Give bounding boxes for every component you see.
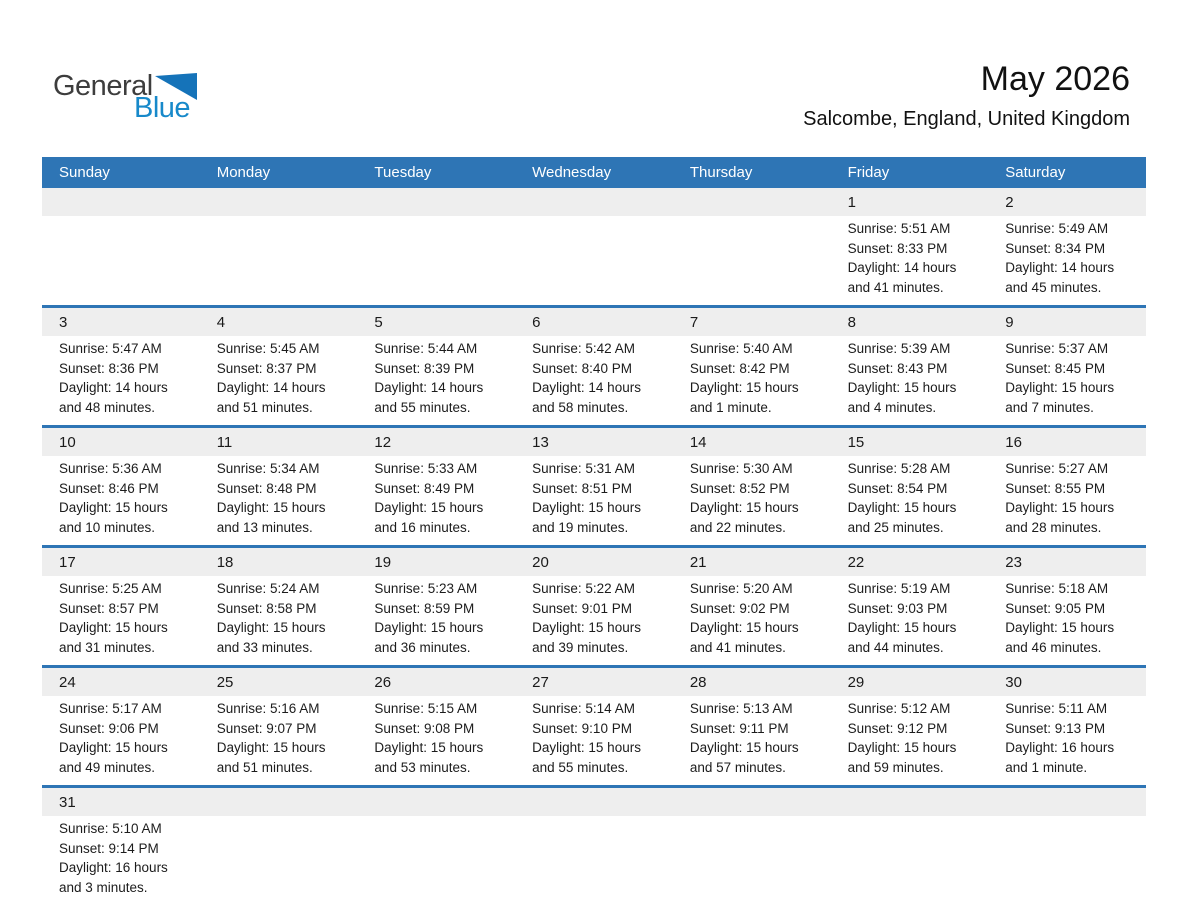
day-cell xyxy=(357,699,515,778)
day-number: 22 xyxy=(847,553,865,571)
daylight-text-line2: and 41 minutes. xyxy=(689,639,786,655)
daylight-text-line2: and 41 minutes. xyxy=(847,279,944,295)
daylight-text-line1: Daylight: 14 hours xyxy=(59,380,168,395)
day-number: 21 xyxy=(689,553,707,571)
daylight-text-line1: Daylight: 15 hours xyxy=(689,500,799,515)
day-cell xyxy=(673,579,831,658)
day-number-band xyxy=(42,188,1146,216)
day-number: 17 xyxy=(59,553,76,571)
day-cell xyxy=(831,339,989,418)
daylight-text-line1: Daylight: 14 hours xyxy=(216,380,326,395)
daylight-text-line2: and 36 minutes. xyxy=(374,639,471,655)
sunset-text: Sunset: 9:10 PM xyxy=(532,720,632,736)
sunrise-text: Sunrise: 5:19 AM xyxy=(847,581,951,596)
day-number: 26 xyxy=(374,673,392,691)
day-number: 7 xyxy=(689,313,699,331)
day-number-band xyxy=(42,548,1146,576)
daylight-text-line2: and 25 minutes. xyxy=(847,519,944,535)
day-cell xyxy=(831,459,989,538)
daylight-text-line1: Daylight: 14 hours xyxy=(532,380,641,395)
daylight-text-line2: and 51 minutes. xyxy=(216,399,313,415)
daylight-text-line2: and 46 minutes. xyxy=(1005,639,1102,655)
daylight-text-line1: Daylight: 16 hours xyxy=(1005,740,1115,755)
day-number-band xyxy=(42,428,1146,456)
daylight-text-line2: and 22 minutes. xyxy=(689,519,786,535)
daylight-text-line1: Daylight: 15 hours xyxy=(689,380,799,395)
weekday-header-row xyxy=(42,157,1146,188)
empty-day-cell xyxy=(200,219,358,298)
day-cell xyxy=(673,459,831,538)
sunset-text: Sunset: 8:39 PM xyxy=(374,360,475,376)
sunset-text: Sunset: 8:45 PM xyxy=(1005,360,1106,376)
sunrise-text: Sunrise: 5:37 AM xyxy=(1005,341,1109,356)
day-cell xyxy=(42,339,200,418)
daylight-text-line2: and 51 minutes. xyxy=(216,759,313,775)
sunrise-text: Sunrise: 5:31 AM xyxy=(532,461,635,476)
daylight-text-line2: and 49 minutes. xyxy=(59,759,156,775)
daylight-text-line2: and 33 minutes. xyxy=(216,639,313,655)
daylight-text-line2: and 1 minute. xyxy=(689,399,772,415)
empty-day-cell xyxy=(357,819,515,898)
sunset-text: Sunset: 8:49 PM xyxy=(374,480,475,496)
sunrise-text: Sunrise: 5:14 AM xyxy=(532,701,635,716)
empty-day-cell xyxy=(200,819,358,898)
sunset-text: Sunset: 9:14 PM xyxy=(59,840,159,856)
general-blue-logo xyxy=(53,72,197,123)
day-cell xyxy=(515,579,673,658)
day-details-row xyxy=(42,456,1146,545)
day-number: 29 xyxy=(847,673,865,691)
day-cell xyxy=(357,459,515,538)
day-number: 20 xyxy=(532,553,549,571)
daylight-text-line2: and 48 minutes. xyxy=(59,399,156,415)
day-cell xyxy=(200,339,358,418)
day-number: 3 xyxy=(59,313,68,331)
sunset-text: Sunset: 9:11 PM xyxy=(689,720,789,736)
day-number: 16 xyxy=(1005,433,1022,451)
sunset-text: Sunset: 9:13 PM xyxy=(1005,720,1106,736)
daylight-text-line2: and 55 minutes. xyxy=(374,399,471,415)
daylight-text-line2: and 1 minute. xyxy=(1005,759,1088,775)
page-subtitle: Salcombe, England, United Kingdom xyxy=(803,108,1130,130)
daylight-text-line2: and 53 minutes. xyxy=(374,759,471,775)
week-row xyxy=(42,785,1146,905)
daylight-text-line1: Daylight: 15 hours xyxy=(847,500,957,515)
sunset-text: Sunset: 8:40 PM xyxy=(532,360,632,376)
sunset-text: Sunset: 9:03 PM xyxy=(847,600,948,616)
daylight-text-line1: Daylight: 15 hours xyxy=(847,740,957,755)
day-number: 10 xyxy=(59,433,76,451)
sunset-text: Sunset: 8:43 PM xyxy=(847,360,948,376)
sunrise-text: Sunrise: 5:27 AM xyxy=(1005,461,1109,476)
day-number: 19 xyxy=(374,553,392,571)
sunset-text: Sunset: 8:58 PM xyxy=(216,600,317,616)
sunrise-text: Sunrise: 5:18 AM xyxy=(1005,581,1109,596)
sunrise-text: Sunrise: 5:24 AM xyxy=(216,581,320,596)
sunrise-text: Sunrise: 5:20 AM xyxy=(689,581,793,596)
sunset-text: Sunset: 8:46 PM xyxy=(59,480,159,496)
sunset-text: Sunset: 9:12 PM xyxy=(847,720,948,736)
sunset-text: Sunset: 8:55 PM xyxy=(1005,480,1106,496)
daylight-text-line1: Daylight: 14 hours xyxy=(847,260,957,275)
sunrise-text: Sunrise: 5:36 AM xyxy=(59,461,162,476)
day-number: 13 xyxy=(532,433,549,451)
daylight-text-line1: Daylight: 15 hours xyxy=(59,740,168,755)
sunrise-text: Sunrise: 5:23 AM xyxy=(374,581,478,596)
daylight-text-line2: and 19 minutes. xyxy=(532,519,629,535)
weekday-header-saturday: Saturday xyxy=(1005,164,1066,181)
week-row xyxy=(42,425,1146,545)
day-cell xyxy=(42,459,200,538)
day-number: 15 xyxy=(847,433,865,451)
sunrise-text: Sunrise: 5:34 AM xyxy=(216,461,320,476)
sunrise-text: Sunrise: 5:33 AM xyxy=(374,461,478,476)
daylight-text-line1: Daylight: 15 hours xyxy=(216,620,326,635)
daylight-text-line1: Daylight: 15 hours xyxy=(1005,620,1115,635)
day-cell xyxy=(357,339,515,418)
daylight-text-line1: Daylight: 14 hours xyxy=(1005,260,1115,275)
daylight-text-line2: and 13 minutes. xyxy=(216,519,313,535)
sunset-text: Sunset: 8:59 PM xyxy=(374,600,475,616)
day-details-row xyxy=(42,696,1146,785)
day-cell xyxy=(673,699,831,778)
sunset-text: Sunset: 8:51 PM xyxy=(532,480,632,496)
sunrise-text: Sunrise: 5:30 AM xyxy=(689,461,793,476)
daylight-text-line2: and 10 minutes. xyxy=(59,519,156,535)
day-cell xyxy=(831,699,989,778)
calendar xyxy=(42,157,1146,905)
empty-day-cell xyxy=(673,819,831,898)
sunset-text: Sunset: 8:36 PM xyxy=(59,360,159,376)
day-number: 25 xyxy=(216,673,234,691)
day-details-row xyxy=(42,816,1146,905)
sunrise-text: Sunrise: 5:25 AM xyxy=(59,581,162,596)
day-cell xyxy=(831,579,989,658)
day-cell xyxy=(515,699,673,778)
daylight-text-line1: Daylight: 15 hours xyxy=(1005,380,1115,395)
daylight-text-line1: Daylight: 15 hours xyxy=(1005,500,1115,515)
daylight-text-line2: and 4 minutes. xyxy=(847,399,937,415)
day-cell xyxy=(988,579,1146,658)
daylight-text-line2: and 31 minutes. xyxy=(59,639,156,655)
daylight-text-line2: and 28 minutes. xyxy=(1005,519,1102,535)
sunrise-text: Sunrise: 5:39 AM xyxy=(847,341,951,356)
weekday-header-wednesday: Wednesday xyxy=(532,164,612,181)
daylight-text-line2: and 58 minutes. xyxy=(532,399,629,415)
sunrise-text: Sunrise: 5:28 AM xyxy=(847,461,951,476)
day-number: 27 xyxy=(532,673,549,691)
week-row xyxy=(42,665,1146,785)
day-cell xyxy=(200,579,358,658)
empty-day-cell xyxy=(42,219,200,298)
empty-day-cell xyxy=(515,219,673,298)
logo-text-blue: Blue xyxy=(134,92,191,124)
day-cell xyxy=(200,459,358,538)
daylight-text-line1: Daylight: 15 hours xyxy=(374,500,484,515)
weekday-header-monday: Monday xyxy=(216,164,271,181)
sunset-text: Sunset: 8:57 PM xyxy=(59,600,159,616)
sunset-text: Sunset: 9:07 PM xyxy=(216,720,317,736)
day-number: 23 xyxy=(1005,553,1022,571)
sunset-text: Sunset: 8:33 PM xyxy=(847,240,948,256)
sunrise-text: Sunrise: 5:42 AM xyxy=(532,341,635,356)
logo-text-general: General xyxy=(53,70,153,102)
day-cell xyxy=(831,219,989,298)
sunrise-text: Sunrise: 5:44 AM xyxy=(374,341,478,356)
weekday-header-sunday: Sunday xyxy=(59,164,110,181)
sunrise-text: Sunrise: 5:47 AM xyxy=(59,341,162,356)
sunrise-text: Sunrise: 5:45 AM xyxy=(216,341,320,356)
day-number: 4 xyxy=(216,313,226,331)
page-title: May 2026 xyxy=(980,60,1130,98)
day-number: 6 xyxy=(532,313,541,331)
daylight-text-line1: Daylight: 15 hours xyxy=(216,500,326,515)
day-cell xyxy=(515,339,673,418)
sunrise-text: Sunrise: 5:17 AM xyxy=(59,701,162,716)
daylight-text-line2: and 57 minutes. xyxy=(689,759,786,775)
daylight-text-line1: Daylight: 15 hours xyxy=(374,740,484,755)
sunrise-text: Sunrise: 5:49 AM xyxy=(1005,221,1109,236)
day-cell xyxy=(988,339,1146,418)
sunset-text: Sunset: 8:37 PM xyxy=(216,360,317,376)
daylight-text-line1: Daylight: 15 hours xyxy=(532,740,641,755)
daylight-text-line2: and 44 minutes. xyxy=(847,639,944,655)
day-cell xyxy=(42,699,200,778)
day-number: 31 xyxy=(59,793,76,811)
sunrise-text: Sunrise: 5:16 AM xyxy=(216,701,320,716)
daylight-text-line1: Daylight: 15 hours xyxy=(847,380,957,395)
empty-day-cell xyxy=(988,819,1146,898)
daylight-text-line1: Daylight: 15 hours xyxy=(59,620,168,635)
day-number: 12 xyxy=(374,433,392,451)
daylight-text-line2: and 3 minutes. xyxy=(59,879,148,895)
sunset-text: Sunset: 9:05 PM xyxy=(1005,600,1106,616)
day-cell xyxy=(988,219,1146,298)
day-number-band xyxy=(42,788,1146,816)
week-row xyxy=(42,545,1146,665)
sunset-text: Sunset: 8:34 PM xyxy=(1005,240,1106,256)
day-number-band xyxy=(42,308,1146,336)
day-number: 11 xyxy=(216,433,233,451)
title-block xyxy=(803,60,1130,131)
sunset-text: Sunset: 9:02 PM xyxy=(689,600,790,616)
sunrise-text: Sunrise: 5:51 AM xyxy=(847,221,951,236)
day-cell xyxy=(988,459,1146,538)
day-number: 30 xyxy=(1005,673,1022,691)
daylight-text-line1: Daylight: 15 hours xyxy=(689,620,799,635)
sunrise-text: Sunrise: 5:12 AM xyxy=(847,701,951,716)
daylight-text-line1: Daylight: 16 hours xyxy=(59,860,168,875)
sunset-text: Sunset: 9:01 PM xyxy=(532,600,632,616)
daylight-text-line1: Daylight: 15 hours xyxy=(59,500,168,515)
daylight-text-line2: and 45 minutes. xyxy=(1005,279,1102,295)
daylight-text-line1: Daylight: 15 hours xyxy=(374,620,484,635)
week-row xyxy=(42,188,1146,305)
day-number: 24 xyxy=(59,673,76,691)
sunset-text: Sunset: 9:06 PM xyxy=(59,720,159,736)
daylight-text-line2: and 59 minutes. xyxy=(847,759,944,775)
daylight-text-line1: Daylight: 14 hours xyxy=(374,380,484,395)
day-details-row xyxy=(42,216,1146,305)
sunrise-text: Sunrise: 5:22 AM xyxy=(532,581,635,596)
daylight-text-line2: and 16 minutes. xyxy=(374,519,471,535)
empty-day-cell xyxy=(515,819,673,898)
day-cell xyxy=(515,459,673,538)
day-number: 9 xyxy=(1005,313,1014,331)
day-number: 1 xyxy=(847,193,856,211)
sunrise-text: Sunrise: 5:13 AM xyxy=(689,701,793,716)
day-number: 8 xyxy=(847,313,856,331)
day-cell xyxy=(673,339,831,418)
day-number: 14 xyxy=(689,433,707,451)
day-cell xyxy=(42,819,200,898)
day-cell xyxy=(200,699,358,778)
sunset-text: Sunset: 8:42 PM xyxy=(689,360,790,376)
day-number-band xyxy=(42,668,1146,696)
empty-day-cell xyxy=(831,819,989,898)
day-details-row xyxy=(42,576,1146,665)
daylight-text-line2: and 55 minutes. xyxy=(532,759,629,775)
sunset-text: Sunset: 8:48 PM xyxy=(216,480,317,496)
sunset-text: Sunset: 8:52 PM xyxy=(689,480,790,496)
daylight-text-line1: Daylight: 15 hours xyxy=(532,500,641,515)
day-cell xyxy=(357,579,515,658)
sunset-text: Sunset: 9:08 PM xyxy=(374,720,475,736)
daylight-text-line1: Daylight: 15 hours xyxy=(216,740,326,755)
day-cell xyxy=(42,579,200,658)
day-number: 28 xyxy=(689,673,707,691)
sunrise-text: Sunrise: 5:40 AM xyxy=(689,341,793,356)
day-number: 5 xyxy=(374,313,383,331)
daylight-text-line2: and 39 minutes. xyxy=(532,639,629,655)
weekday-header-friday: Friday xyxy=(847,164,890,181)
sunset-text: Sunset: 8:54 PM xyxy=(847,480,948,496)
sunrise-text: Sunrise: 5:10 AM xyxy=(59,821,162,836)
sunrise-text: Sunrise: 5:11 AM xyxy=(1005,701,1108,716)
empty-day-cell xyxy=(673,219,831,298)
day-number: 2 xyxy=(1005,193,1014,211)
weekday-header-thursday: Thursday xyxy=(689,164,753,181)
weekday-header-tuesday: Tuesday xyxy=(374,164,432,181)
daylight-text-line2: and 7 minutes. xyxy=(1005,399,1094,415)
daylight-text-line1: Daylight: 15 hours xyxy=(689,740,799,755)
week-row xyxy=(42,305,1146,425)
sunrise-text: Sunrise: 5:15 AM xyxy=(374,701,478,716)
day-details-row xyxy=(42,336,1146,425)
empty-day-cell xyxy=(357,219,515,298)
daylight-text-line1: Daylight: 15 hours xyxy=(847,620,957,635)
day-cell xyxy=(988,699,1146,778)
day-number: 18 xyxy=(216,553,234,571)
daylight-text-line1: Daylight: 15 hours xyxy=(532,620,641,635)
calendar-weeks xyxy=(42,188,1146,905)
